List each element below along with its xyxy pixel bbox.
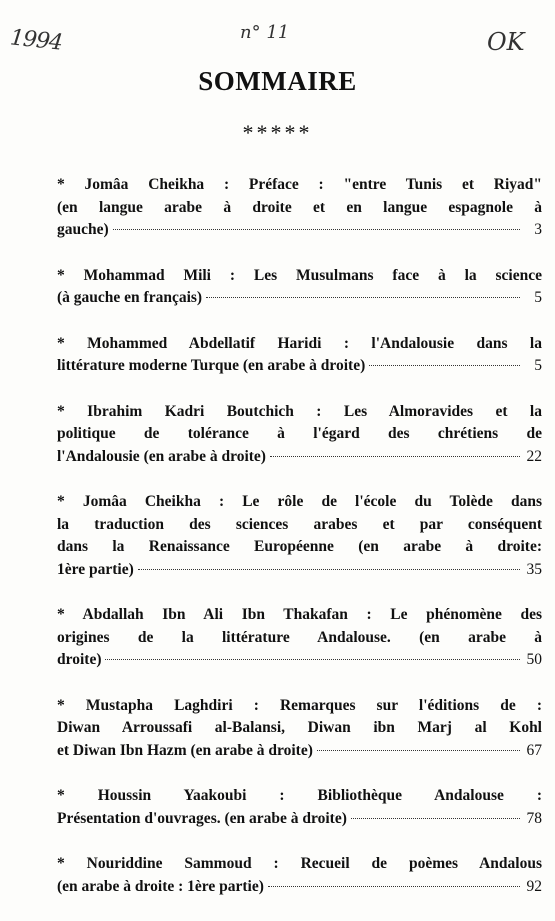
toc-entry-last-text: 1ère partie) xyxy=(57,560,134,578)
toc-entry xyxy=(57,853,542,898)
toc-entry-last-line xyxy=(57,740,542,763)
toc-entry xyxy=(57,265,542,310)
dot-leader xyxy=(268,886,520,887)
handwritten-ok-mark: OK xyxy=(487,28,525,56)
toc-entry-text-line: * Ibrahim Kadri Boutchich : Les Almoravides et la xyxy=(57,402,542,420)
toc-entry-text-line: * Mohammed Abdellatif Haridi : l'Andalousie dans la xyxy=(57,334,542,352)
toc-entry-last-text: et Diwan Ibn Hazm (en arabe à droite) xyxy=(57,741,313,759)
toc-entry xyxy=(57,695,542,763)
page-number: 50 xyxy=(526,651,542,668)
dot-leader xyxy=(206,297,520,298)
toc-entry-text-line: * Mustapha Laghdiri : Remarques sur l'éditions de : xyxy=(57,696,542,714)
page-number: 78 xyxy=(526,809,542,827)
dot-leader xyxy=(317,750,520,751)
page-number: 22 xyxy=(526,447,542,465)
toc-entry-text-line: politique de tolérance à l'égard des chrétiens de xyxy=(57,425,542,442)
toc-entry-last-text: l'Andalousie (en arabe à droite) xyxy=(57,447,266,465)
toc-entry xyxy=(57,491,542,581)
toc-entry-last-line xyxy=(57,559,542,582)
toc-entry-last-line xyxy=(57,446,542,469)
page-number: 92 xyxy=(526,877,542,895)
toc-entry xyxy=(57,174,542,242)
toc-entry-last-text: littérature moderne Turque (en arabe à droite) xyxy=(57,357,366,374)
toc-entry-last-line xyxy=(57,649,542,672)
dot-leader xyxy=(105,659,520,660)
page-number: 35 xyxy=(526,560,542,578)
handwritten-year: 1994 xyxy=(8,25,64,56)
toc-entry xyxy=(57,604,542,672)
toc-entry-last-line xyxy=(57,287,542,310)
toc-entry xyxy=(57,333,542,378)
toc-entry-last-text: gauche) xyxy=(57,221,109,238)
toc-entry-last-text: droite) xyxy=(57,651,102,668)
page-number: 3 xyxy=(534,221,542,238)
page-number: 5 xyxy=(534,357,542,374)
toc-entry-text-line: * Abdallah Ibn Ali Ibn Thakafan : Le phénomène des xyxy=(57,606,542,623)
dot-leader xyxy=(113,229,520,230)
toc-entry-text-line: * Mohammad Mili : Les Musulmans face à la science xyxy=(57,266,542,284)
toc-entry-last-line xyxy=(57,355,542,378)
handwritten-issue-number: n° 11 xyxy=(240,22,290,43)
page-number: 5 xyxy=(534,289,542,306)
decorative-stars: ***** xyxy=(242,120,313,145)
toc-entry-text-line: * Houssin Yaakoubi : Bibliothèque Andalouse : xyxy=(57,787,542,804)
toc-entry-last-line xyxy=(57,808,542,831)
dot-leader xyxy=(270,456,520,457)
toc-entry-text-line: la traduction des sciences arabes et par conséquent xyxy=(57,515,542,533)
page-number: 67 xyxy=(526,741,542,759)
toc-entry-last-line xyxy=(57,876,542,899)
toc-entry-text-line: dans la Renaissance Européenne (en arabe à droite: xyxy=(57,538,542,555)
toc-entry xyxy=(57,401,542,469)
toc-entry-text-line: * Jomâa Cheikha : Préface : "entre Tunis et Riyad" xyxy=(57,176,542,193)
toc-entry-last-line xyxy=(57,219,542,242)
dot-leader xyxy=(351,818,520,819)
toc-entry-text-line: Diwan Arroussafi al-Balansi, Diwan ibn Marj al Kohl xyxy=(57,719,542,736)
toc-entry-last-text: (à gauche en français) xyxy=(57,289,203,306)
toc-entry-text-line: origines de la littérature Andalouse. (en arabe à xyxy=(57,628,542,646)
dot-leader xyxy=(138,569,520,570)
dot-leader xyxy=(369,365,520,366)
toc-entry-text-line: * Jomâa Cheikha : Le rôle de l'école du Tolède dans xyxy=(57,493,542,510)
toc-entry-last-text: (en arabe à droite : 1ère partie) xyxy=(57,877,264,895)
page-title: SOMMAIRE xyxy=(198,66,357,96)
toc-entry-text-line: * Nouriddine Sammoud : Recueil de poèmes Andalous xyxy=(57,855,542,872)
table-of-contents xyxy=(57,174,542,921)
toc-entry xyxy=(57,785,542,830)
toc-entry-last-text: Présentation d'ouvrages. (en arabe à droite) xyxy=(57,809,347,827)
toc-entry-text-line: (en langue arabe à droite et en langue espagnole à xyxy=(57,198,542,216)
